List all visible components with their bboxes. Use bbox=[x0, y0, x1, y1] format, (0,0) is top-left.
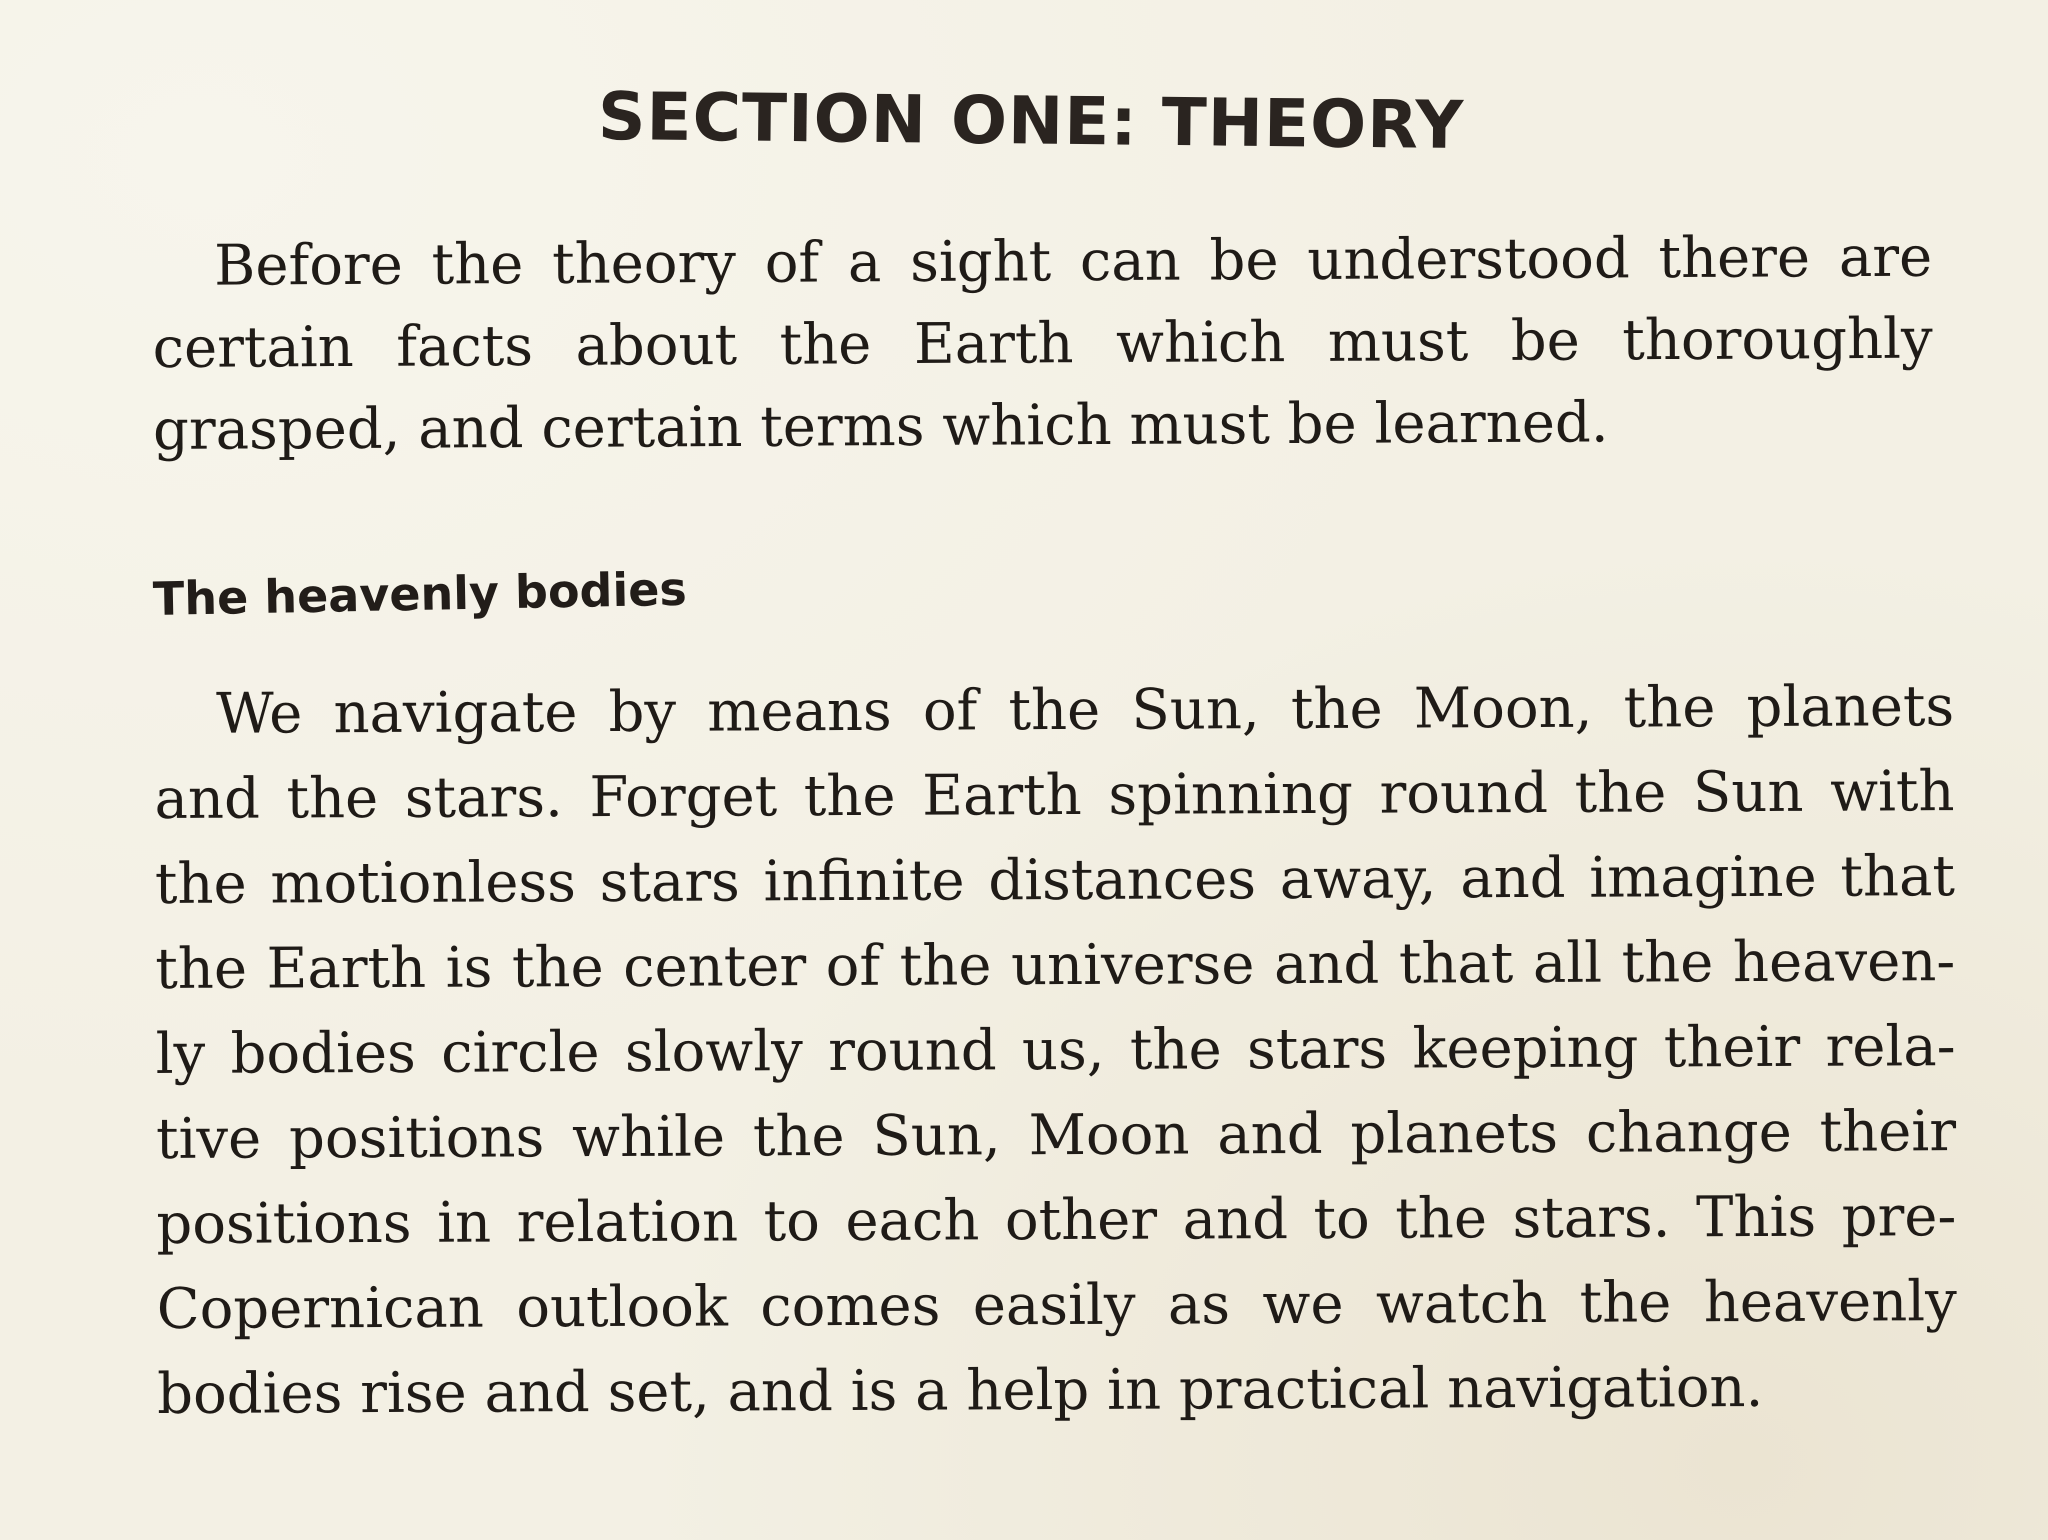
body-line: and the stars. Forget the Earth spinning round the Sun with bbox=[154, 759, 1955, 832]
body-line: the Earth is the center of the universe and that all the heaven- bbox=[155, 929, 1956, 1002]
section-title: SECTION ONE: THEORY bbox=[597, 78, 1465, 165]
body-line: Copernican outlook comes easily as we watch the heavenly bbox=[156, 1269, 1957, 1342]
intro-line: Before the theory of a sight can be understood there are bbox=[214, 224, 1933, 299]
body-paragraph bbox=[154, 664, 1957, 1437]
body-line: We navigate by means of the Sun, the Moon, the planets bbox=[216, 674, 1955, 747]
body-line: tive positions while the Sun, Moon and planets change their bbox=[155, 1099, 1957, 1172]
intro-paragraph bbox=[152, 217, 1933, 472]
body-line: positions in relation to each other and to the stars. This pre- bbox=[156, 1184, 1957, 1257]
intro-line: grasped, and certain terms which must be learned. bbox=[152, 390, 1609, 463]
subheading: The heavenly bodies bbox=[152, 561, 688, 626]
body-line: the motionless stars infinite distances away, and imagine that bbox=[154, 844, 1956, 917]
intro-line: certain facts about the Earth which must be thoroughly bbox=[152, 306, 1933, 381]
body-line: bodies rise and set, and is a help in practical navigation. bbox=[157, 1354, 1764, 1427]
body-line: ly bodies circle slowly round us, the stars keeping their rela- bbox=[155, 1014, 1956, 1087]
